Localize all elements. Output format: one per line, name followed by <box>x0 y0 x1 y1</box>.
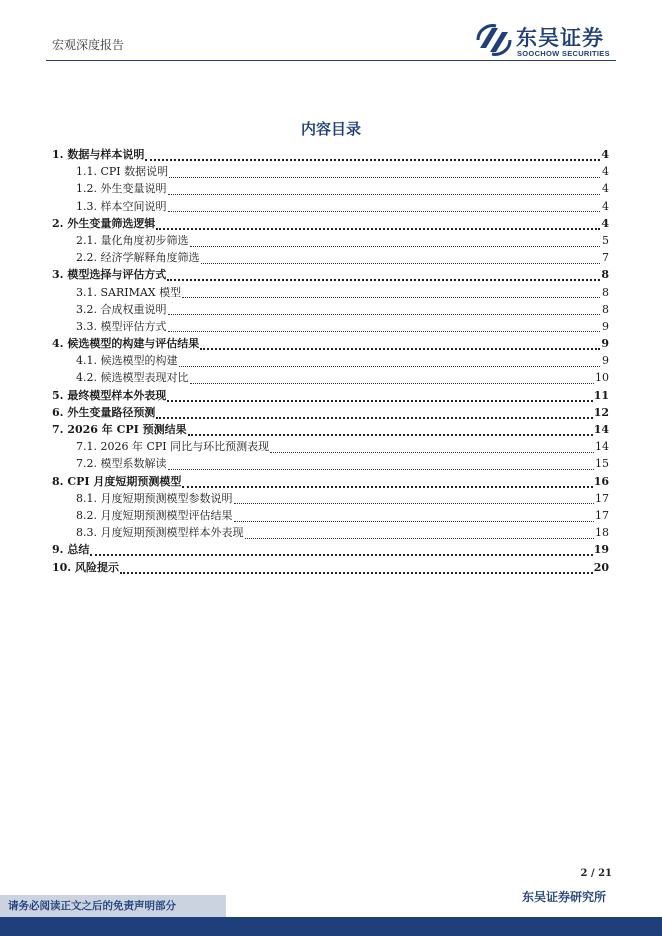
toc-section-entry[interactable] <box>52 455 609 472</box>
toc-chapter-entry[interactable] <box>52 404 609 421</box>
toc-leader-dots <box>168 202 601 212</box>
toc-entry-label: 3.3. 模型评估方式 <box>76 319 167 333</box>
toc-section-entry[interactable] <box>52 507 609 524</box>
toc-entry-label: 4.2. 候选模型表现对比 <box>76 371 189 385</box>
toc-entry-page: 16 <box>593 474 609 488</box>
toc-entry-label: 4. 候选模型的构建与评估结果 <box>52 337 200 351</box>
toc-entry-page: 4 <box>602 182 609 196</box>
toc-entry-label: 1.2. 外生变量说明 <box>76 182 167 196</box>
toc-entry-page: 9 <box>602 319 609 333</box>
toc-entry-page: 11 <box>593 388 609 402</box>
toc-leader-dots <box>234 494 595 504</box>
toc-entry-page: 10 <box>595 371 609 385</box>
toc-entry-page: 4 <box>602 165 609 179</box>
toc-leader-dots <box>168 460 595 470</box>
toc-section-entry[interactable] <box>52 284 609 301</box>
toc-leader-dots <box>169 168 600 178</box>
toc-section-entry[interactable] <box>52 180 609 197</box>
toc-section-entry[interactable] <box>52 163 609 180</box>
toc-leader-dots <box>182 288 600 298</box>
toc-chapter-entry[interactable] <box>52 266 609 283</box>
toc-entry-label: 7.2. 模型系数解读 <box>76 457 167 471</box>
toc-entry-label: 8.1. 月度短期预测模型参数说明 <box>76 491 233 505</box>
logo-chinese-name: 东吴证券 <box>516 26 604 50</box>
toc-section-entry[interactable] <box>52 352 609 369</box>
toc-entry-page: 9 <box>601 337 609 351</box>
toc-entry-page: 9 <box>602 354 609 368</box>
toc-leader-dots <box>190 374 595 384</box>
toc-entry-label: 3.1. SARIMAX 模型 <box>76 285 182 299</box>
toc-chapter-entry[interactable] <box>52 215 609 232</box>
toc-section-entry[interactable] <box>52 198 609 215</box>
toc-title: 内容目录 <box>300 120 361 138</box>
toc-entry-label: 5. 最终模型样本外表现 <box>52 388 167 402</box>
table-of-contents <box>52 146 609 576</box>
toc-entry-label: 8.3. 月度短期预测模型样本外表现 <box>76 526 244 540</box>
toc-entry-label: 8.2. 月度短期预测模型评估结果 <box>76 508 233 522</box>
toc-leader-dots <box>188 425 593 436</box>
soochow-logo-icon <box>476 22 512 58</box>
toc-section-entry[interactable] <box>52 318 609 335</box>
toc-leader-dots <box>168 322 601 332</box>
toc-leader-dots <box>168 305 601 315</box>
toc-leader-dots <box>234 512 595 522</box>
toc-leader-dots <box>156 408 592 419</box>
toc-entry-label: 4.1. 候选模型的构建 <box>76 354 178 368</box>
logo-english-name: SOOCHOW SECURITIES <box>517 49 610 58</box>
header-divider <box>46 60 616 61</box>
toc-entry-label: 1.3. 样本空间说明 <box>76 199 167 213</box>
toc-leader-dots <box>120 563 593 574</box>
toc-leader-dots <box>145 150 600 161</box>
toc-entry-page: 14 <box>593 423 609 436</box>
toc-leader-dots <box>190 237 601 247</box>
toc-section-entry[interactable] <box>52 301 609 318</box>
toc-leader-dots <box>201 254 601 264</box>
toc-chapter-entry[interactable] <box>52 541 609 558</box>
toc-section-entry[interactable] <box>52 524 609 541</box>
toc-entry-label: 1.1. CPI 数据说明 <box>76 165 169 179</box>
toc-leader-dots <box>245 529 595 539</box>
toc-entry-label: 10. 风险提示 <box>52 560 119 574</box>
page-indicator: 2 / 21 <box>580 868 612 879</box>
disclaimer-text: 请务必阅读正文之后的免责声明部分 <box>8 900 176 912</box>
toc-entry-page: 17 <box>595 508 609 522</box>
toc-chapter-entry[interactable] <box>52 335 609 352</box>
toc-entry-page: 17 <box>595 491 609 505</box>
toc-chapter-entry[interactable] <box>52 559 609 576</box>
toc-leader-dots <box>270 443 594 453</box>
toc-entry-page: 8 <box>602 285 609 299</box>
footer-band <box>0 917 662 936</box>
toc-entry-page: 5 <box>602 233 609 247</box>
toc-entry-label: 2.1. 量化角度初步筛选 <box>76 233 189 247</box>
toc-entry-label: 9. 总结 <box>52 543 90 557</box>
toc-leader-dots <box>182 477 592 488</box>
toc-entry-label: 8. CPI 月度短期预测模型 <box>52 474 182 488</box>
toc-entry-page: 4 <box>602 199 609 213</box>
toc-chapter-entry[interactable] <box>52 473 609 490</box>
toc-entry-page: 14 <box>595 440 609 454</box>
company-logo <box>476 22 616 62</box>
toc-chapter-entry[interactable] <box>52 421 609 438</box>
toc-entry-label: 2.2. 经济学解释角度筛选 <box>76 251 200 265</box>
toc-entry-page: 20 <box>593 560 609 574</box>
toc-entry-label: 7.1. 2026 年 CPI 同比与环比预测表现 <box>76 440 270 454</box>
toc-entry-label: 1. 数据与样本说明 <box>52 148 145 161</box>
toc-section-entry[interactable] <box>52 249 609 266</box>
toc-leader-dots <box>90 545 592 556</box>
toc-entry-label: 3.2. 合成权重说明 <box>76 302 167 316</box>
toc-entry-label: 3. 模型选择与评估方式 <box>52 268 167 282</box>
toc-entry-page: 4 <box>601 148 609 161</box>
toc-entry-label: 7. 2026 年 CPI 预测结果 <box>52 423 187 436</box>
toc-entry-page: 18 <box>595 526 609 540</box>
toc-entry-page: 15 <box>595 457 609 471</box>
toc-section-entry[interactable] <box>52 438 609 455</box>
toc-section-entry[interactable] <box>52 490 609 507</box>
toc-entry-page: 12 <box>593 405 609 419</box>
toc-entry-page: 4 <box>601 216 609 230</box>
toc-leader-dots <box>179 357 601 367</box>
footer-org-name: 东吴证券研究所 <box>521 890 606 904</box>
toc-leader-dots <box>156 219 600 230</box>
toc-entry-page: 8 <box>602 302 609 316</box>
toc-leader-dots <box>168 185 601 195</box>
toc-entry-label: 2. 外生变量筛选逻辑 <box>52 216 156 230</box>
toc-leader-dots <box>200 339 600 350</box>
toc-entry-page: 8 <box>601 268 609 282</box>
toc-section-entry[interactable] <box>52 369 609 386</box>
report-type-label: 宏观深度报告 <box>52 38 125 52</box>
toc-section-entry[interactable] <box>52 232 609 249</box>
toc-entry-label: 6. 外生变量路径预测 <box>52 405 156 419</box>
toc-chapter-entry[interactable] <box>52 387 609 404</box>
toc-entry-page: 19 <box>593 543 609 557</box>
toc-leader-dots <box>167 391 592 402</box>
toc-leader-dots <box>167 270 600 281</box>
toc-chapter-entry[interactable] <box>52 146 609 163</box>
toc-entry-page: 7 <box>602 251 609 265</box>
